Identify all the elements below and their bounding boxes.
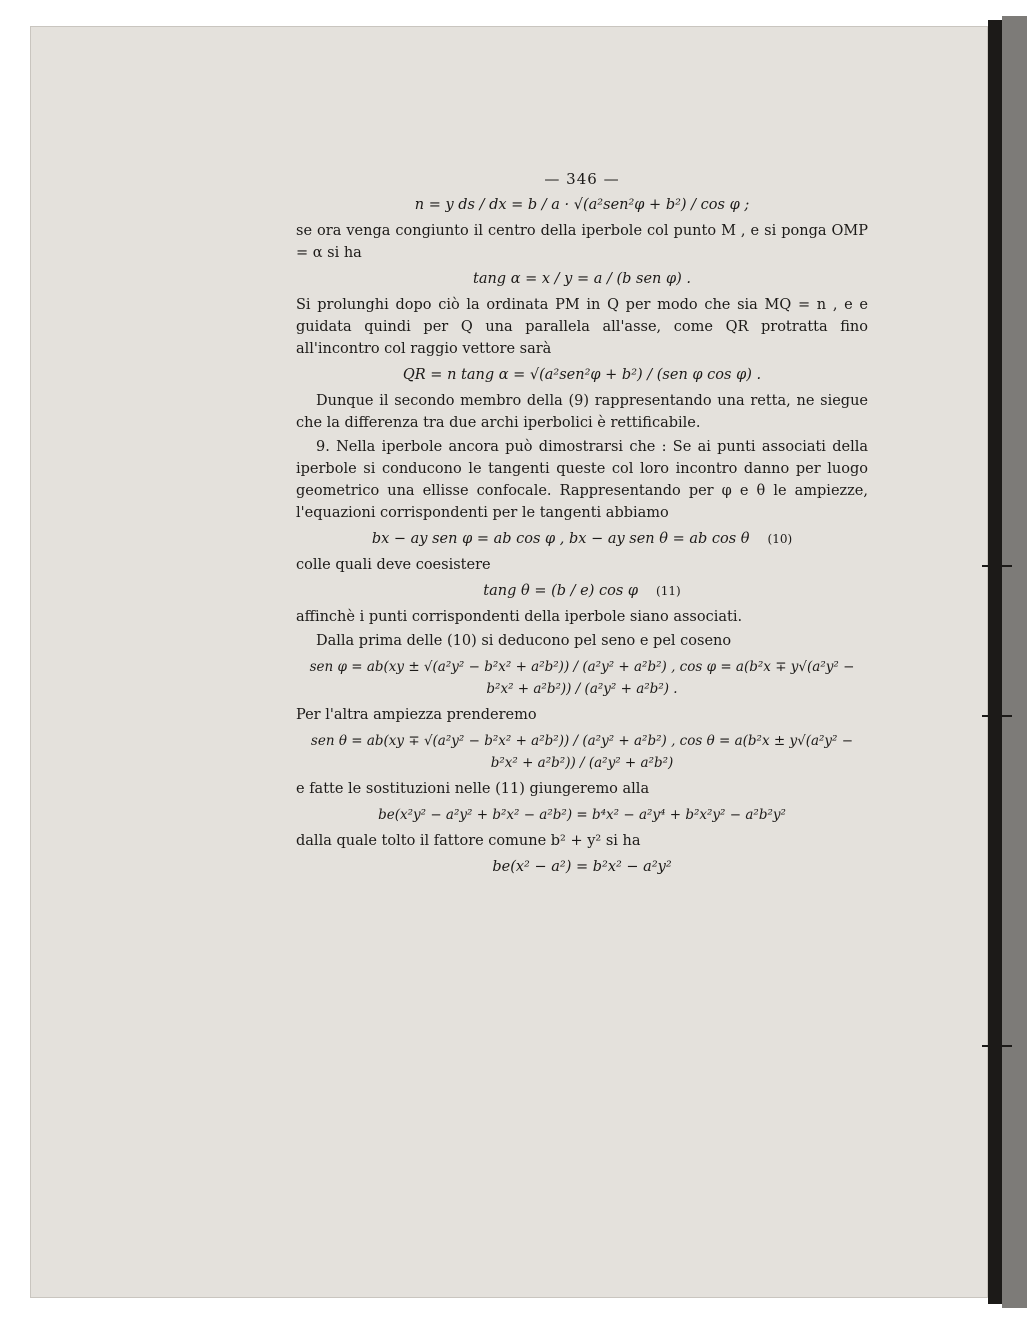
edge-mark: [982, 565, 1012, 567]
formula-11-body: tang θ = (b / e) cos φ: [483, 583, 639, 599]
paragraph: dalla quale tolto il fattore comune b² + y² si ha: [296, 833, 641, 849]
formula-10: [296, 528, 868, 550]
paragraph: Per l'altra ampiezza prenderemo: [296, 707, 537, 723]
equation-number-11: (11): [656, 584, 681, 598]
paragraph: e fatte le sostituzioni nelle (11) giungeremo alla: [296, 781, 650, 797]
paragraph: Dunque il secondo membro della (9) rappresentando una retta, ne siegue che la differenza tra due archi iperbolici è rettificabile.: [296, 393, 868, 431]
equation-number-10: (10): [767, 532, 793, 546]
page-content: [296, 168, 868, 882]
formula-tang-alpha: tang α = x / y = a / (b sen φ) .: [473, 271, 691, 287]
page-number: — 346 —: [544, 170, 620, 188]
paragraph: se ora venga congiunto il centro della iperbole col punto M , e si ponga OMP = α si ha: [296, 223, 868, 261]
book-edge: [988, 20, 1002, 1304]
formula-10-body: bx − ay sen φ = ab cos φ , bx − ay sen θ = ab cos θ: [371, 531, 750, 547]
formula-be-1: be(x²y² − a²y² + b²x² − a²b²) = b⁴x² − a²y⁴ + b²x²y² − a²b²y²: [378, 807, 786, 823]
scan-border: [1002, 16, 1027, 1308]
paragraph: Si prolunghi dopo ciò la ordinata PM in Q per modo che sia MQ = n , e e guidata quindi per Q una parallela all'asse, come QR protratta fino all'incontro col raggio vettore sarà: [296, 297, 868, 357]
paragraph: colle quali deve coesistere: [296, 557, 491, 573]
formula-sen-cos-phi: sen φ = ab(xy ± √(a²y² − b²x² + a²b²)) / (a²y² + a²b²) , cos φ = a(b²x ∓ y√(a²y² − b²x² + a²b²)) / (a²y² + a²b²) .: [309, 659, 855, 697]
paragraph: affinchè i punti corrispondenti della iperbole siano associati.: [296, 609, 743, 625]
formula-sen-cos-theta: sen θ = ab(xy ∓ √(a²y² − b²x² + a²b²)) / (a²y² + a²b²) , cos θ = a(b²x ± y√(a²y² − b²x² + a²b²)) / (a²y² + a²b²): [310, 733, 854, 771]
formula-qr: QR = n tang α = √(a²sen²φ + b²) / (sen φ cos φ) .: [402, 367, 762, 383]
edge-mark: [982, 715, 1012, 717]
edge-mark: [982, 1045, 1012, 1047]
formula-n: n = y ds / dx = b / a · √(a²sen²φ + b²) / cos φ ;: [414, 197, 750, 213]
formula-11: [296, 580, 868, 602]
paragraph: Dalla prima delle (10) si deducono pel seno e pel coseno: [316, 633, 732, 649]
formula-be-2: be(x² − a²) = b²x² − a²y²: [492, 859, 672, 875]
paragraph-section-9: 9. Nella iperbole ancora può dimostrarsi che : Se ai punti associati della iperbole si conducono le tangenti queste col loro incontro danno per luogo geometrico una ellisse confocale. Rappresentando per φ e θ le ampiezze, l'equazioni corrispondenti per le tangenti abbiamo: [296, 439, 868, 521]
